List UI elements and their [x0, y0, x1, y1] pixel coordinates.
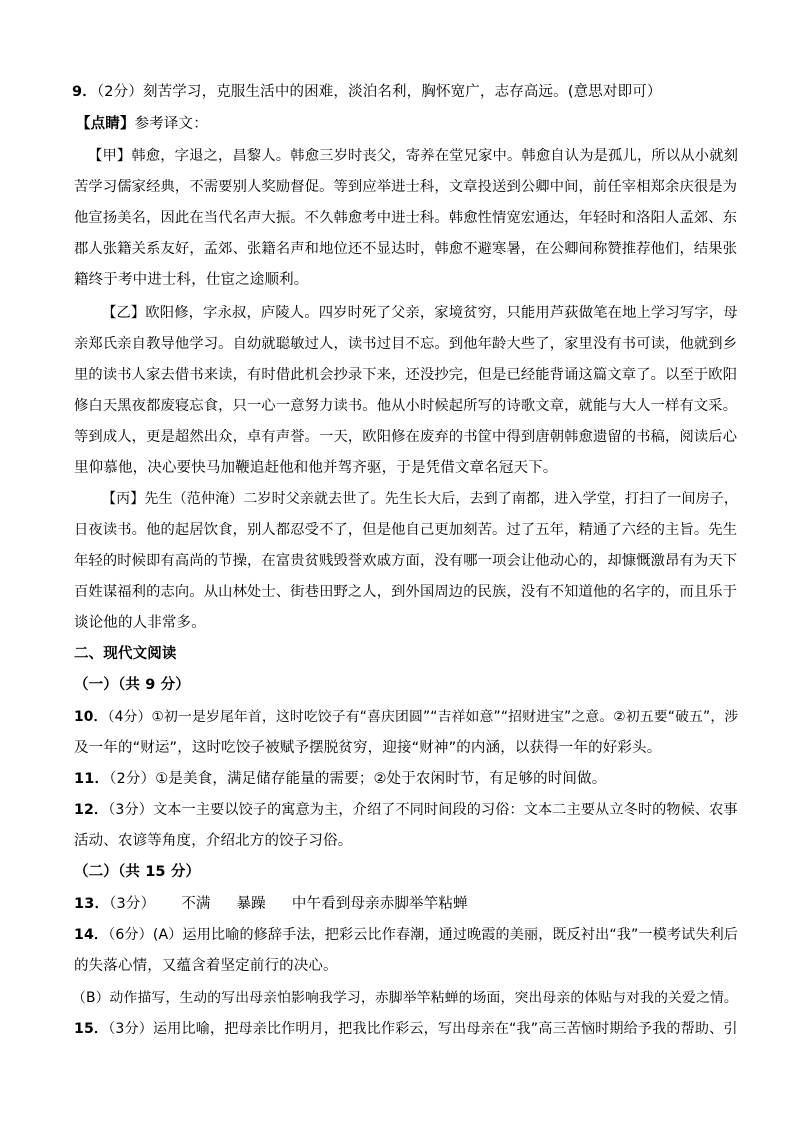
part-title: （一）（共 9 分）: [74, 677, 190, 693]
answer-text: （6分）(A）运用比喻的修辞手法，把彩云比作春潮，通过晚霞的美丽，既反衬出“我”一模考试失利后: [108, 927, 739, 943]
answer-text: （2分）①是美食，满足储存能量的需要；②处于农闲时节，有足够的时间做。: [109, 771, 607, 787]
answer-11: [74, 769, 606, 789]
question-number: 14．: [74, 927, 109, 943]
translation-yi-line: 里的读书人家去借书来读，有时借此机会抄录下来，还没抄完，但是已经能背诵这篇文章了。以至于欧阳: [74, 367, 738, 383]
note-heading: [76, 114, 208, 134]
question-number: 15．: [74, 1021, 109, 1037]
answer-12-cont: 活动、农谚等角度，介绍北方的饺子习俗。: [74, 833, 353, 849]
answer-item: 暴躁: [236, 896, 266, 912]
translation-yi-line: 里仰慕他，决心要快马加鞭追赶他和他并驾齐驱，于是凭借文章名冠天下。: [74, 460, 558, 476]
note-text: 参考译文：: [134, 116, 208, 132]
translation-bing-line: 百姓谋福利的志向。从山林处士、街巷田野之人，到外国周边的民族，没有不知道他的名字的，而且乐于: [74, 584, 738, 600]
translation-yi-line: 亲郑氏亲自教导他学习。自幼就聪敏过人，读书过目不忘。到他年龄大些了，家里没有书可读，他就到乡: [74, 336, 738, 352]
answer-14: [74, 925, 738, 945]
answer-15: [74, 1019, 738, 1039]
note-label: 【点睛】: [76, 116, 135, 132]
question-number: 13．: [74, 896, 110, 912]
answer-13: [74, 894, 468, 914]
answer-score: （3分）: [109, 896, 156, 912]
answer-text: （2分）刻苦学习，克服生活中的困难，淡泊名利，胸怀宽广，志存高远。(意思对即可）: [96, 84, 662, 100]
translation-jia-line: 【甲】韩愈，字退之，昌黎人。韩愈三岁时丧父，寄养在堂兄家中。韩愈自认为是孤儿，所以从小就刻: [88, 148, 739, 164]
answer-item: 不满: [181, 896, 211, 912]
answer-14-b: （B）动作描写，生动的写出母亲怕影响我学习，赤脚举竿粘蝉的场面，突出母亲的体贴与对我的关爱之情。: [72, 990, 738, 1006]
answer-9: [72, 82, 662, 102]
translation-jia-line: 郡人张籍关系友好，孟郊、张籍名声和地位还不显达时，韩愈不避寒暑，在公卿间称赞推荐他们，结果张: [74, 241, 738, 257]
question-number: 12．: [74, 802, 109, 818]
translation-yi-line: 【乙】欧阳修，字永叔，庐陵人。四岁时死了父亲，家境贫穷，只能用芦荻做笔在地上学习写字，母: [102, 305, 738, 321]
translation-bing-line: 谈论他的人非常多。: [74, 615, 206, 631]
answer-text: （3分）运用比喻，把母亲比作明月，把我比作彩云，写出母亲在“我”高三苦恼时期给予我的帮助、引: [108, 1021, 738, 1037]
answer-10: [74, 707, 738, 727]
translation-yi-line: 修白天黑夜都废寝忘食，只一心一意努力读书。他从小时候起所写的诗歌文章，就能与大人一样有文采。: [74, 398, 738, 414]
answer-text: （3分）文本一主要以饺子的寓意为主，介绍了不同时间段的习俗：文本二主要从立冬时的物候、农事: [108, 802, 738, 818]
translation-bing-line: 年轻的时候即有高尚的节操，在富贵贫贱毁誉欢戚方面，没有哪一项会让他动心的，却慷慨激昂有为天下: [74, 553, 738, 569]
question-number: 11．: [74, 771, 110, 787]
question-number: 9．: [72, 84, 97, 100]
answer-text: （4分）①初一是岁尾年首，这时吃饺子有“喜庆团圆”“吉祥如意”“招财进宝”之意。②初五要“破五”，涉: [107, 709, 739, 725]
question-number: 10．: [74, 709, 108, 725]
answer-14-cont: 的失落心情，又蕴含着坚定前行的决心。: [74, 958, 338, 974]
part-title: （二）（共 15 分）: [74, 864, 201, 880]
answer-10-cont: 及一年的“财运”，这时吃饺子被赋予摆脱贫穷，迎接“财神”的内涵，以获得一年的好彩头。: [74, 740, 662, 756]
section-title: 二、现代文阅读: [74, 646, 177, 662]
translation-yi-line: 等到成人，更是超然出众，卓有声誉。一天，欧阳修在废弃的书筐中得到唐朝韩愈遗留的书稿，阅读后心: [74, 429, 738, 445]
translation-bing-line: 日夜读书。他的起居饮食，别人都忍受不了，但是他自己更加刻苦。过了五年，精通了六经的主旨。先生: [74, 522, 738, 538]
answer-12: [74, 800, 738, 820]
answer-item: 中午看到母亲赤脚举竿粘蝉: [291, 896, 468, 912]
translation-bing-line: 【丙】先生（范仲淹）二岁时父亲就去世了。先生长大后，去到了南都，进入学堂，打扫了一间房子，: [102, 491, 739, 507]
translation-jia-line: 苦学习儒家经典，不需要别人奖励督促。等到应举进士科，文章投送到公卿中间，前任宰相郑余庆很是为: [74, 179, 738, 195]
translation-jia-line: 他宣扬美名，因此在当代名声大振。不久韩愈考中进士科。韩愈性情宽宏通达，年轻时和洛阳人孟郊、东: [74, 210, 738, 226]
translation-jia-line: 籍终于考中进士科，仕宦之途顺利。: [74, 272, 309, 288]
